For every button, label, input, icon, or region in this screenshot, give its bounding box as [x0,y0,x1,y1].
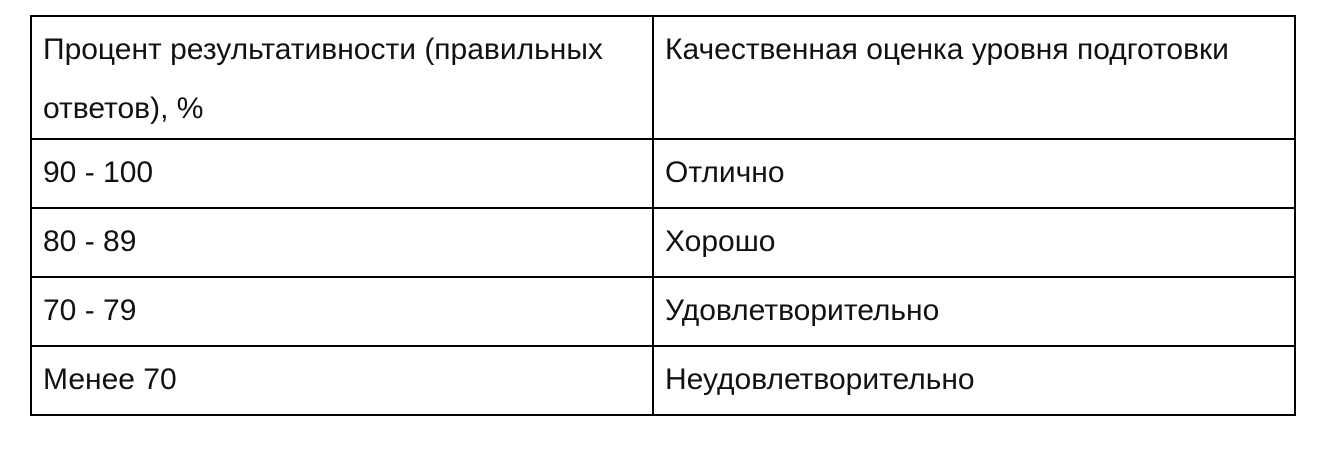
table-row [31,208,1295,277]
grading-scale-table-container [30,15,1296,416]
cell-percent: 80 - 89 [31,208,653,277]
cell-percent: 90 - 100 [31,139,653,208]
cell-percent: 70 - 79 [31,277,653,346]
cell-grade: Отлично [653,139,1295,208]
cell-grade: Удовлетворительно [653,277,1295,346]
cell-grade: Хорошо [653,208,1295,277]
header-cell-percent: Процент результативности (правильных ответов), % [31,16,653,139]
header-cell-grade: Качественная оценка уровня подготовки [653,16,1295,139]
cell-percent: Менее 70 [31,346,653,415]
grading-scale-table [30,15,1296,416]
table-header-row [31,16,1295,139]
table-row [31,139,1295,208]
table-row [31,346,1295,415]
cell-grade: Неудовлетворительно [653,346,1295,415]
table-row [31,277,1295,346]
